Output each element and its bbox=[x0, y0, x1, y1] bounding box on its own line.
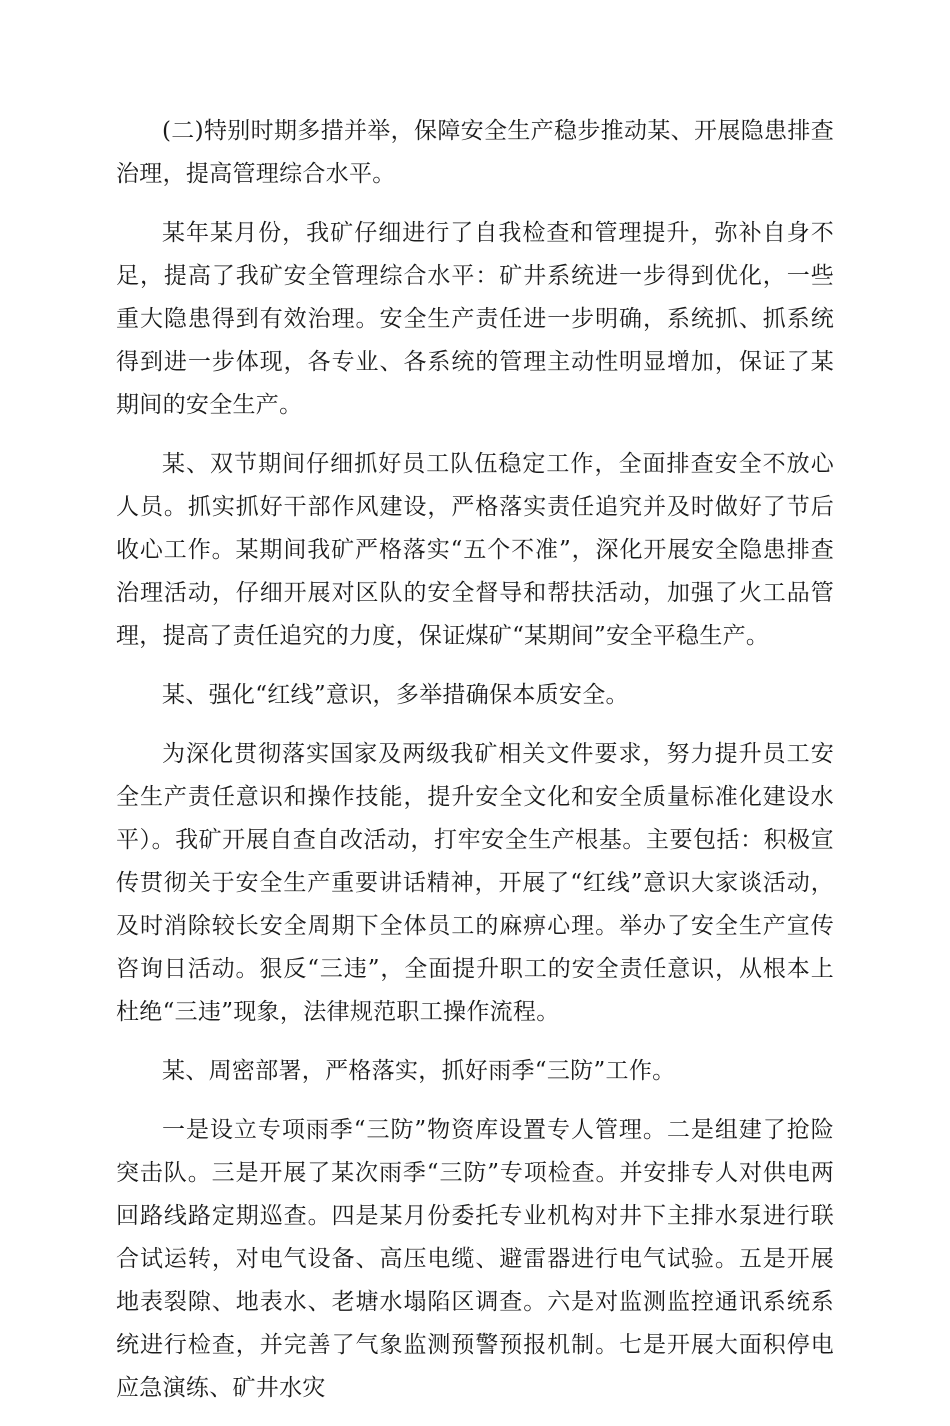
paragraph-redline-heading: 某、强化“红线”意识，多举措确保本质安全。 bbox=[162, 682, 629, 708]
paragraph-holiday-stability: 某、双节期间仔细抓好员工队伍稳定工作，全面排查安全不放心人员。抓实抓好干部作风建设，严格落实责任追究并及时做好了节后收心工作。某期间我矿严格落实“五个不准”，深化开展安全隐患排查治理活动，仔细开展对区队的安全督导和帮扶活动，加强了火工品管理，提高了责任追究的力度，保证煤矿“某期间”安全平稳生产。 bbox=[116, 451, 834, 649]
paragraph-rainy-season-heading: 某、周密部署，严格落实，抓好雨季“三防”工作。 bbox=[162, 1058, 676, 1084]
paragraph-self-inspection: 某年某月份，我矿仔细进行了自我检查和管理提升，弥补自身不足，提高了我矿安全管理综合水平：矿井系统进一步得到优化，一些重大隐患得到有效治理。安全生产责任进一步明确，系统抓、抓系统得到进一步体现，各专业、各系统的管理主动性明显增加，保证了某期间的安全生产。 bbox=[116, 220, 834, 418]
paragraph-section-heading: (二)特别时期多措并举，保障安全生产稳步推动某、开展隐患排查治理，提高管理综合水平。 bbox=[116, 118, 834, 187]
paragraph-redline-body: 为深化贯彻落实国家及两级我矿相关文件要求，努力提升员工安全生产责任意识和操作技能，提升安全文化和安全质量标准化建设水平）。我矿开展自查自改活动，打牢安全生产根基。主要包括：积极宣传贯彻关于安全生产重要讲话精神，开展了“红线”意识大家谈活动，及时消除较长安全周期下全体员工的麻痹心理。举办了安全生产宣传咨询日活动。狠反“三违”，全面提升职工的安全责任意识，从根本上杜绝“三违”现象，法律规范职工操作流程。 bbox=[116, 741, 834, 1025]
document-body bbox=[116, 110, 834, 1426]
paragraph-rainy-season-body: 一是设立专项雨季“三防”物资库设置专人管理。二是组建了抢险突击队。三是开展了某次雨季“三防”专项检查。并安排专人对供电两回路线路定期巡查。四是某月份委托专业机构对井下主排水泵进行联合试运转，对电气设备、高压电缆、避雷器进行电气试验。五是开展地表裂隙、地表水、老塘水塌陷区调查。六是对监测监控通讯系统系统进行检查，并完善了气象监测预警预报机制。七是开展大面积停电应急演练、矿井水灾 bbox=[116, 1117, 834, 1401]
